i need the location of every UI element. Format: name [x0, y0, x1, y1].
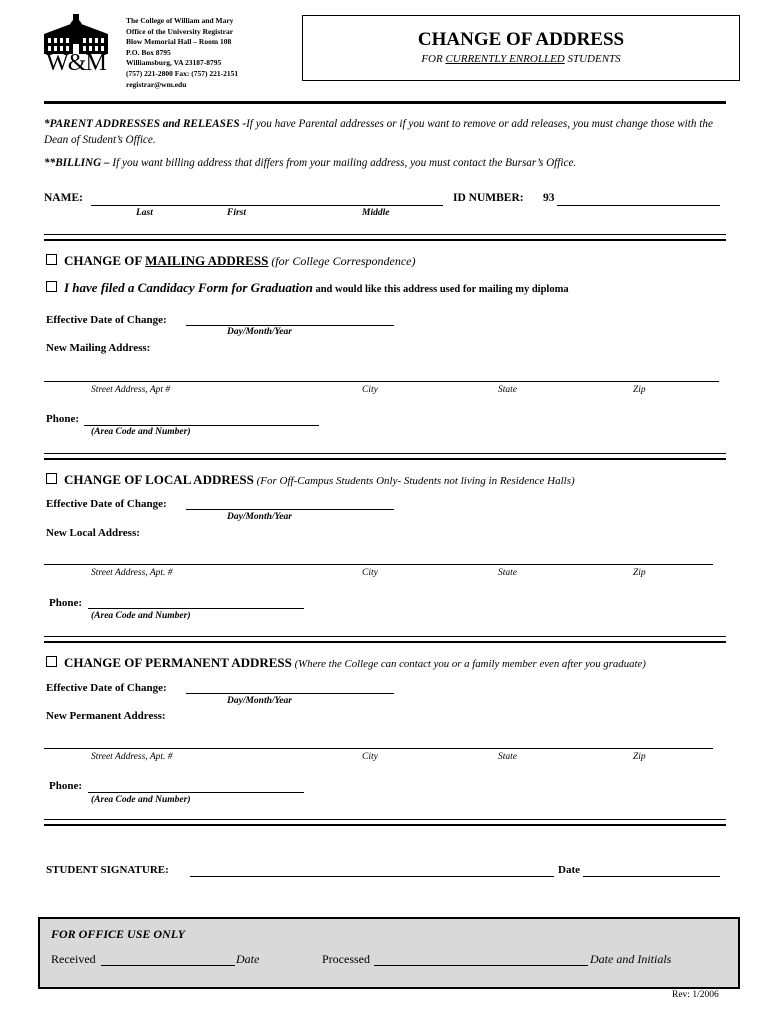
- parent-note: *PARENT ADDRESSES and RELEASES -If you have Parental addresses or if you want to remove or add releases, you must change those with the Dean of Student’s Office.: [44, 118, 713, 146]
- id-prefix: 93: [543, 192, 555, 204]
- student-signature-field[interactable]: [190, 876, 554, 877]
- permanent-state-hint: State: [498, 752, 517, 762]
- office-use-box: [38, 917, 740, 989]
- permanent-section-heading: CHANGE OF PERMANENT ADDRESS (Where the College can contact you or a family member even after you graduate): [46, 655, 646, 671]
- permanent-effective-date-label: Effective Date of Change:: [46, 682, 167, 694]
- mailing-checkbox[interactable]: [46, 254, 57, 265]
- mailing-phone-label: Phone:: [46, 413, 79, 425]
- local-zip-hint: Zip: [633, 568, 646, 578]
- mailing-date-format: Day/Month/Year: [227, 327, 292, 337]
- permanent-checkbox[interactable]: [46, 656, 57, 667]
- mailing-street-hint: Street Address, Apt #: [91, 385, 171, 395]
- student-signature-label: STUDENT SIGNATURE:: [46, 864, 169, 876]
- received-date-label: Date: [236, 952, 260, 966]
- section-divider: [44, 234, 726, 241]
- local-phone-hint: (Area Code and Number): [91, 611, 191, 621]
- last-name-hint: Last: [136, 208, 153, 218]
- processed-field[interactable]: [374, 965, 588, 966]
- contact-line: The College of William and Mary: [126, 16, 234, 25]
- contact-line: P.O. Box 8795: [126, 47, 171, 57]
- mailing-state-hint: State: [498, 385, 517, 395]
- mailing-phone-hint: (Area Code and Number): [91, 427, 191, 437]
- mailing-address-field[interactable]: [44, 381, 719, 382]
- received-label: Received: [51, 952, 96, 966]
- date-and-initials-label: Date and Initials: [590, 952, 672, 966]
- mailing-zip-hint: Zip: [633, 385, 646, 395]
- mailing-city-hint: City: [362, 385, 378, 395]
- local-section-heading: CHANGE OF LOCAL ADDRESS (For Off-Campus Students Only- Students not living in Residence Halls): [46, 472, 575, 488]
- local-date-format: Day/Month/Year: [227, 512, 292, 522]
- permanent-street-hint: Street Address, Apt. #: [91, 752, 173, 762]
- signature-date-label: Date: [558, 864, 580, 876]
- revision-note: Rev: 1/2006: [672, 990, 719, 1000]
- contact-email: registrar@wm.edu: [126, 79, 187, 89]
- name-label: NAME:: [44, 192, 83, 204]
- mailing-section-heading: CHANGE OF MAILING ADDRESS (for College Correspondence): [46, 253, 416, 269]
- local-city-hint: City: [362, 568, 378, 578]
- contact-line: Williamsburg, VA 23187-8795: [126, 58, 222, 68]
- diploma-option: I have filed a Candidacy Form for Graduation and would like this address used for mailing my diploma: [46, 279, 569, 297]
- form-subtitle: FOR CURRENTLY ENROLLED STUDENTS: [421, 53, 621, 65]
- local-effective-date-label: Effective Date of Change:: [46, 498, 167, 510]
- college-logo: [40, 12, 112, 78]
- local-phone-field[interactable]: [88, 608, 304, 609]
- name-field[interactable]: [91, 205, 443, 206]
- permanent-phone-hint: (Area Code and Number): [91, 795, 191, 805]
- local-checkbox[interactable]: [46, 473, 57, 484]
- id-number-label: ID NUMBER:: [453, 192, 524, 204]
- mailing-phone-field[interactable]: [84, 425, 319, 426]
- local-phone-label: Phone:: [49, 597, 82, 609]
- contact-line: Blow Memorial Hall – Room 108: [126, 37, 232, 47]
- local-street-hint: Street Address, Apt. #: [91, 568, 173, 578]
- diploma-checkbox[interactable]: [46, 281, 57, 292]
- permanent-zip-hint: Zip: [633, 752, 646, 762]
- permanent-phone-field[interactable]: [88, 792, 304, 793]
- contact-line: (757) 221-2800 Fax: (757) 221-2151: [126, 68, 239, 78]
- middle-name-hint: Middle: [362, 208, 390, 218]
- local-new-address-label: New Local Address:: [46, 527, 140, 539]
- mailing-effective-date-field[interactable]: [186, 325, 394, 326]
- permanent-date-format: Day/Month/Year: [227, 696, 292, 706]
- mailing-effective-date-label: Effective Date of Change:: [46, 314, 167, 326]
- title-box: [302, 15, 740, 81]
- permanent-new-address-label: New Permanent Address:: [46, 710, 166, 722]
- section-divider: [44, 819, 726, 826]
- permanent-address-field[interactable]: [44, 748, 713, 749]
- local-state-hint: State: [498, 568, 517, 578]
- billing-note: **BILLING – If you want billing address that differs from your mailing address, you must contact the Bursar’s Office.: [44, 157, 577, 169]
- section-divider: [44, 453, 726, 460]
- permanent-phone-label: Phone:: [49, 780, 82, 792]
- mailing-new-address-label: New Mailing Address:: [46, 342, 151, 354]
- signature-date-field[interactable]: [583, 876, 720, 877]
- id-number-field[interactable]: [557, 205, 720, 206]
- permanent-effective-date-field[interactable]: [186, 693, 394, 694]
- office-use-title: FOR OFFICE USE ONLY: [51, 927, 185, 941]
- form-title: CHANGE OF ADDRESS: [417, 29, 625, 50]
- local-address-field[interactable]: [44, 564, 713, 565]
- header-divider: [44, 101, 726, 104]
- permanent-city-hint: City: [362, 752, 378, 762]
- registrar-contact: [126, 16, 296, 90]
- logo-wordmark: W&M: [46, 50, 106, 76]
- received-field[interactable]: [101, 965, 235, 966]
- processed-label: Processed: [322, 952, 370, 966]
- contact-line: Office of the University Registrar: [126, 26, 234, 36]
- local-effective-date-field[interactable]: [186, 509, 394, 510]
- section-divider: [44, 636, 726, 643]
- first-name-hint: First: [227, 208, 247, 218]
